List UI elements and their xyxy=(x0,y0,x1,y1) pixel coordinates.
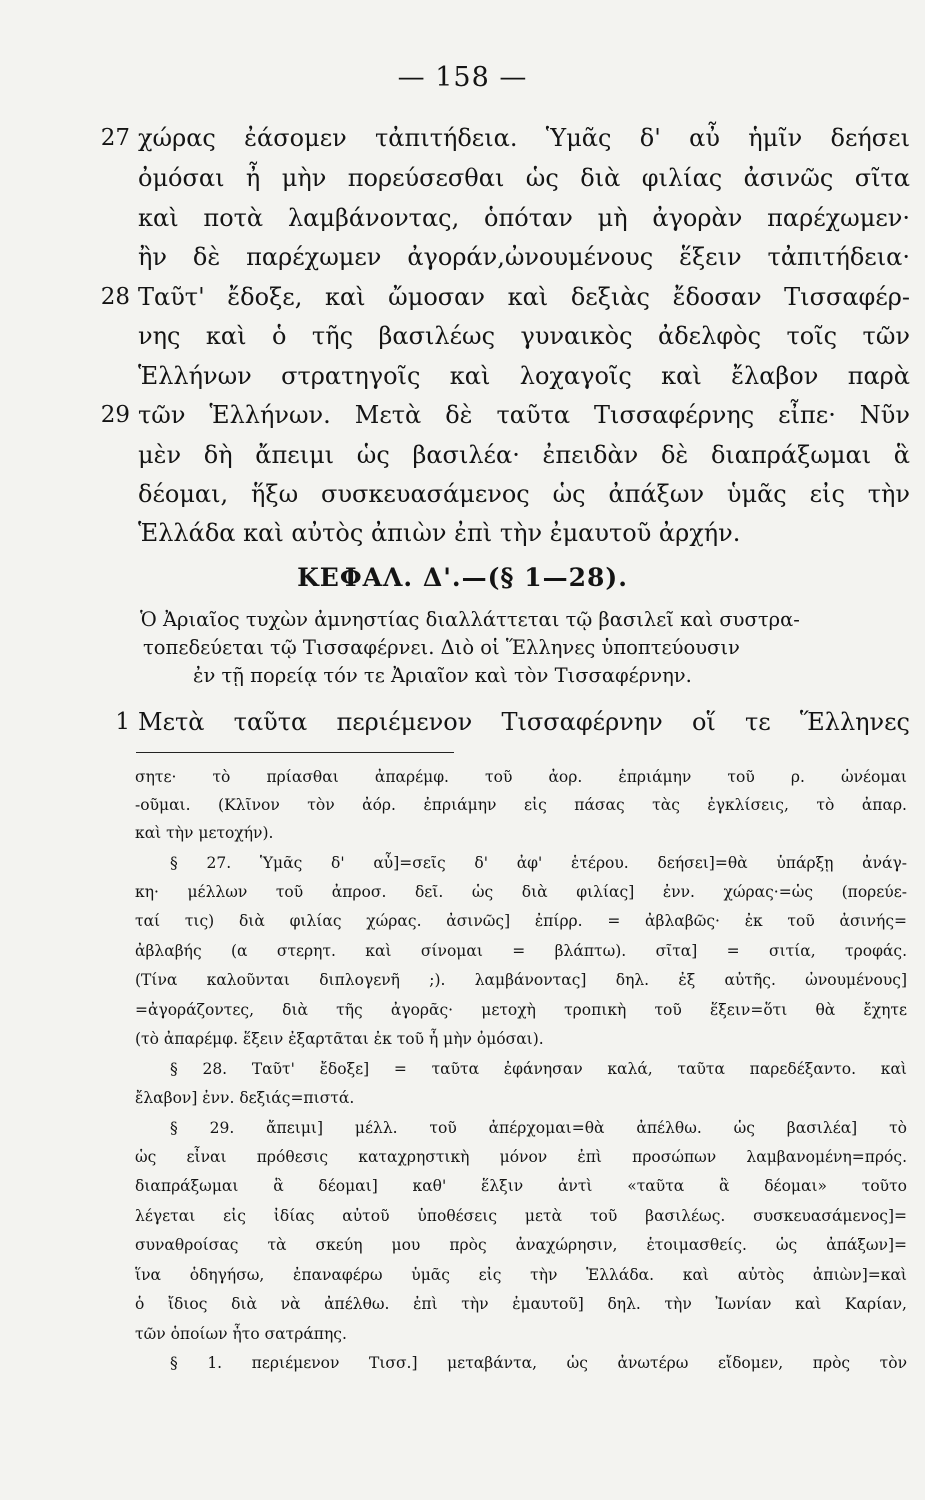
footnote-line: =ἀγοράζοντες, διὰ τῆς ἀγορᾶς· μετοχὴ τροπικὴ τοῦ ἕξειν=ὅτι θὰ ἔχητε xyxy=(135,1001,907,1019)
footnote-line: κη· μέλλων τοῦ ἀπροσ. δεῖ. ὡς διὰ φιλίας] ἐνν. χώρας·=ὡς (πορεύε- xyxy=(135,883,907,901)
line-text: τῶν Ἑλλήνων. Μετὰ δὲ ταῦτα Τισσαφέρνης εἶπε· Νῦν xyxy=(138,401,910,429)
text-line xyxy=(138,361,910,391)
line-text: Ταῦτ' ἔδοξε, καὶ ὤμοσαν καὶ δεξιὰς ἔδοσαν Τισσαφέρ- xyxy=(138,283,910,311)
line-text: ὀμόσαι ἦ μὴν πορεύσεσθαι ὡς διὰ φιλίας ἀσινῶς σῖτα xyxy=(138,164,910,192)
footnote-line: διαπράξωμαι ἃ δέομαι] καθ' ἕλξιν ἀντὶ «ταῦτα ἃ δέομαι» τοῦτο xyxy=(135,1177,907,1195)
footnote-line: συναθροίσας τὰ σκεύη μου πρὸς ἀναχώρησιν, ἑτοιμασθείς. ὡς ἀπάξων]= xyxy=(135,1236,907,1254)
line-text: δέομαι, ἥξω συσκευασάμενος ὡς ἀπάξων ὑμᾶς εἰς τὴν xyxy=(138,480,910,508)
footnote-line: καὶ τὴν μετοχήν). xyxy=(135,824,274,842)
footnote-line: -οῦμαι. (Κλῖνον τὸν ἀόρ. ἐπριάμην εἰς πάσας τὰς ἐγκλίσεις, τὸ ἀπαρ. xyxy=(135,796,907,814)
line-text: Μετὰ ταῦτα περιέμενον Τισσαφέρνην οἵ τε Ἕλληνες xyxy=(138,708,910,736)
footnote-line: λέγεται εἰς ἰδίας αὐτοῦ ὑποθέσεις μετὰ τοῦ βασιλέως. συσκευασάμενος]= xyxy=(135,1207,907,1225)
chapter-summary-line: Ὁ Ἀριαῖος τυχὼν ἀμνηστίας διαλλάττεται τῷ βασιλεῖ καὶ συστρα- xyxy=(140,608,800,631)
footnote-line: ἔλαβον] ἐνν. δεξιάς=πιστά. xyxy=(135,1089,355,1107)
text-line xyxy=(138,203,910,233)
text-line xyxy=(100,123,910,153)
footnote-line: σητε· τὸ πρίασθαι ἀπαρέμφ. τοῦ ἀορ. ἐπριάμην τοῦ ρ. ὠνέομαι xyxy=(135,768,907,786)
text-line xyxy=(138,440,910,470)
line-text: Ἑλλήνων στρατηγοῖς καὶ λοχαγοῖς καὶ ἔλαβον παρὰ xyxy=(138,362,910,390)
line-text: χώρας ἐάσομεν τἀπιτήδεια. Ὑμᾶς δ' αὖ ἡμῖν δεήσει xyxy=(138,124,910,152)
footnote-line: ἵνα ὁδηγήσω, ἐπαναφέρω ὑμᾶς εἰς τὴν Ἑλλάδα. καὶ αὐτὸς ἀπιὼν]=καὶ xyxy=(135,1266,907,1284)
text-line xyxy=(138,242,910,272)
footnote-separator xyxy=(136,752,454,753)
line-text: νης καὶ ὁ τῆς βασιλέως γυναικὸς ἀδελφὸς τοῖς τῶν xyxy=(138,322,910,350)
footnote-line: § 28. Ταῦτ' ἔδοξε] = ταῦτα ἐφάνησαν καλά, ταῦτα παρεδέξαντο. καὶ xyxy=(170,1060,907,1078)
footnote-line: (Τίνα καλοῦνται διπλογενῆ ;). λαμβάνοντας] δηλ. ἐξ αὐτῆς. ὠνουμένους] xyxy=(135,971,907,989)
section-number: 1 xyxy=(115,709,130,735)
chapter-summary-line: ἐν τῇ πορείᾳ τόν τε Ἀριαῖον καὶ τὸν Τισσαφέρνην. xyxy=(193,664,692,687)
text-line xyxy=(115,707,910,737)
line-text: ἢν δὲ παρέχωμεν ἀγοράν,ὠνουμένους ἕξειν τἀπιτήδεια· xyxy=(138,243,910,271)
text-line xyxy=(138,479,910,509)
text-line xyxy=(138,321,910,351)
section-number: 28 xyxy=(100,284,130,310)
footnote-line: τῶν ὁποίων ἦτο σατράπης. xyxy=(135,1325,347,1343)
page-number: — 158 — xyxy=(397,62,528,93)
chapter-summary-line: τοπεδεύεται τῷ Τισσαφέρνει. Διὸ οἱ Ἕλληνες ὑποπτεύουσιν xyxy=(143,636,740,659)
section-number: 29 xyxy=(100,402,130,428)
footnote-line: ταί τις) διὰ φιλίας χώρας. ἀσινῶς] ἐπίρρ. = ἀβλαβῶς· ἐκ τοῦ ἀσινής= xyxy=(135,912,907,930)
footnote-line: § 27. Ὑμᾶς δ' αὖ]=σεῖς δ' ἀφ' ἑτέρου. δεήσει]=θὰ ὑπάρξῃ ἀνάγ- xyxy=(170,854,907,872)
footnote-line: § 29. ἄπειμι] μέλλ. τοῦ ἀπέρχομαι=θὰ ἀπέλθω. ὡς βασιλέα] τὸ xyxy=(170,1119,907,1137)
line-text: μὲν δὴ ἄπειμι ὡς βασιλέα· ἐπειδὰν δὲ διαπράξωμαι ἃ xyxy=(138,441,910,469)
footnote-line: (τὸ ἀπαρέμφ. ἕξειν ἐξαρτᾶται ἐκ τοῦ ἦ μὴν ὀμόσαι). xyxy=(135,1030,544,1048)
line-text: καὶ ποτὰ λαμβάνοντας, ὁπόταν μὴ ἀγορὰν παρέχωμεν· xyxy=(138,204,910,232)
line-text: Ἑλλάδα καὶ αὐτὸς ἀπιὼν ἐπὶ τὴν ἐμαυτοῦ ἀρχήν. xyxy=(138,519,741,547)
section-number: 27 xyxy=(100,125,130,151)
text-line xyxy=(138,163,910,193)
text-line xyxy=(100,282,910,312)
footnote-line: § 1. περιέμενον Τισσ.] μεταβάντα, ὡς ἀνωτέρω εἴδομεν, πρὸς τὸν xyxy=(170,1354,907,1372)
text-line xyxy=(100,400,910,430)
footnote-line: ὡς εἶναι πρόθεσις καταχρηστικὴ μόνον ἐπὶ προσώπων λαμβανομένη=πρός. xyxy=(135,1148,907,1166)
footnote-line: ὁ ἴδιος διὰ νὰ ἀπέλθω. ἐπὶ τὴν ἐμαυτοῦ] δηλ. τὴν Ἰωνίαν καὶ Καρίαν, xyxy=(135,1295,907,1313)
text-line xyxy=(138,518,910,548)
chapter-heading: ΚΕΦΑΛ. Δ'.—(§ 1—28). xyxy=(297,563,628,592)
footnote-line: ἀβλαβής (α στερητ. καὶ σίνομαι = βλάπτω). σῖτα] = σιτία, τροφάς. xyxy=(135,942,907,960)
